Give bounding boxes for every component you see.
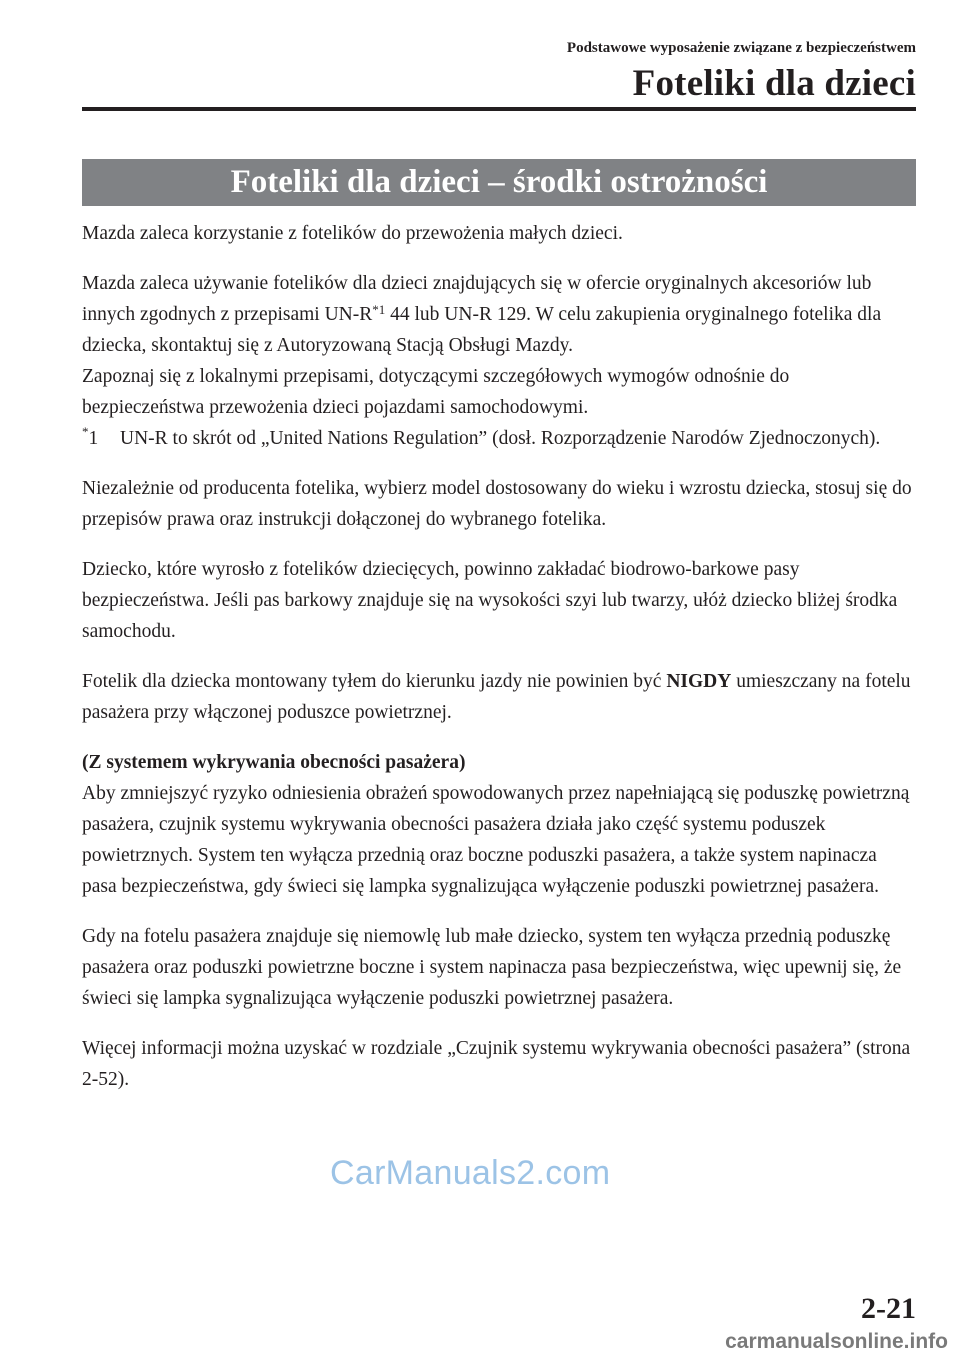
paragraph-rear-facing-part2: umieszczany na fotelu pasażera przy włączonej poduszce powietrznej. — [82, 671, 911, 723]
watermark-bottom: carmanualsonline.info — [725, 1330, 948, 1353]
paragraph-local-regulations: Zapoznaj się z lokalnymi przepisami, dotyczącymi szczegółowych wymogów odnośnie do bezpieczeństwa przewożenia dzieci pojazdami samochodowymi. — [82, 366, 790, 418]
footnote-star: * — [82, 424, 89, 439]
footnote-text: UN-R to skrót od „United Nations Regulation” (dosł. Rozporządzenie Narodów Zjednoczonych). — [120, 428, 881, 449]
page-content — [82, 218, 916, 1095]
paragraph-rear-facing-part1: Fotelik dla dziecka montowany tyłem do kierunku jazdy nie powinien być — [82, 671, 667, 692]
paragraph-rear-facing-warning — [82, 666, 916, 728]
emphasis-never: NIGDY — [666, 671, 732, 692]
paragraph-occupant-system: Aby zmniejszyć ryzyko odniesienia obrażeń spowodowanych przez napełniającą się poduszkę powietrzną pasażera, czujnik systemu wykrywania obecności pasażera działa jako część systemu poduszek powietrznych. System ten wyłącza przednią oraz boczne poduszki pasażera, a także system napinacza pasa bezpieczeństwa, gdy świeci się lampka sygnalizująca wyłączenie poduszki powietrznej pasażera. — [82, 783, 910, 897]
page-number: 2-21 — [861, 1292, 916, 1325]
sub-heading-text: (Z systemem wykrywania obecności pasażera) — [82, 752, 466, 773]
paragraph-infant: Gdy na fotelu pasażera znajduje się niemowlę lub małe dziecko, system ten wyłącza przednią poduszkę pasażera oraz poduszki powietrzne boczne i system napinacza pasa bezpieczeństwa, więc upewnij się, że świeci się lampka sygnalizująca wyłączenie poduszki powietrznej pasażera. — [82, 926, 902, 1009]
footnote-marker — [82, 423, 98, 454]
watermark-carmanuals: CarManuals2.com — [330, 1154, 611, 1192]
sub-heading — [82, 747, 916, 778]
header-rule — [82, 107, 916, 111]
running-header-section: Podstawowe wyposażenie związane z bezpieczeństwem — [566, 40, 916, 56]
paragraph-intro: Mazda zaleca korzystanie z fotelików do przewożenia małych dzieci. — [82, 223, 623, 244]
footnote — [82, 423, 916, 454]
paragraph-more-info: Więcej informacji można uzyskać w rozdziale „Czujnik systemu wykrywania obecności pasażera” (strona 2-52). — [82, 1038, 911, 1090]
running-header-title: Foteliki dla dzieci — [632, 63, 916, 104]
footnote-number: 1 — [88, 428, 99, 449]
paragraph-recommendation — [82, 268, 916, 361]
paragraph-recommendation-part1: Mazda zaleca używanie fotelików dla dzieci znajdujących się w ofercie oryginalnych akcesoriów lub innych zgodnych z przepisami UN-R — [82, 273, 872, 325]
paragraph-recommendation-part2: 44 lub UN-R 129. W celu zakupienia oryginalnego fotelika dla dziecka, skontaktuj się z Autoryzowaną Stacją Obsługi Mazdy. — [82, 304, 882, 356]
footnote-reference: *1 — [372, 302, 386, 317]
paragraph-choose-seat: Niezależnie od producenta fotelika, wybierz model dostosowany do wieku i wzrostu dziecka, stosuj się do przepisów prawa oraz instrukcji dołączonej do wybranego fotelika. — [82, 478, 912, 530]
paragraph-outgrown: Dziecko, które wyrosło z fotelików dziecięcych, powinno zakładać biodrowo-barkowe pasy bezpieczeństwa. Jeśli pas barkowy znajduje się na wysokości szyi lub twarzy, ułóż dziecko bliżej środka samochodu. — [82, 559, 898, 642]
section-title: Foteliki dla dzieci – środki ostrożności — [230, 164, 768, 200]
section-banner — [82, 159, 916, 206]
